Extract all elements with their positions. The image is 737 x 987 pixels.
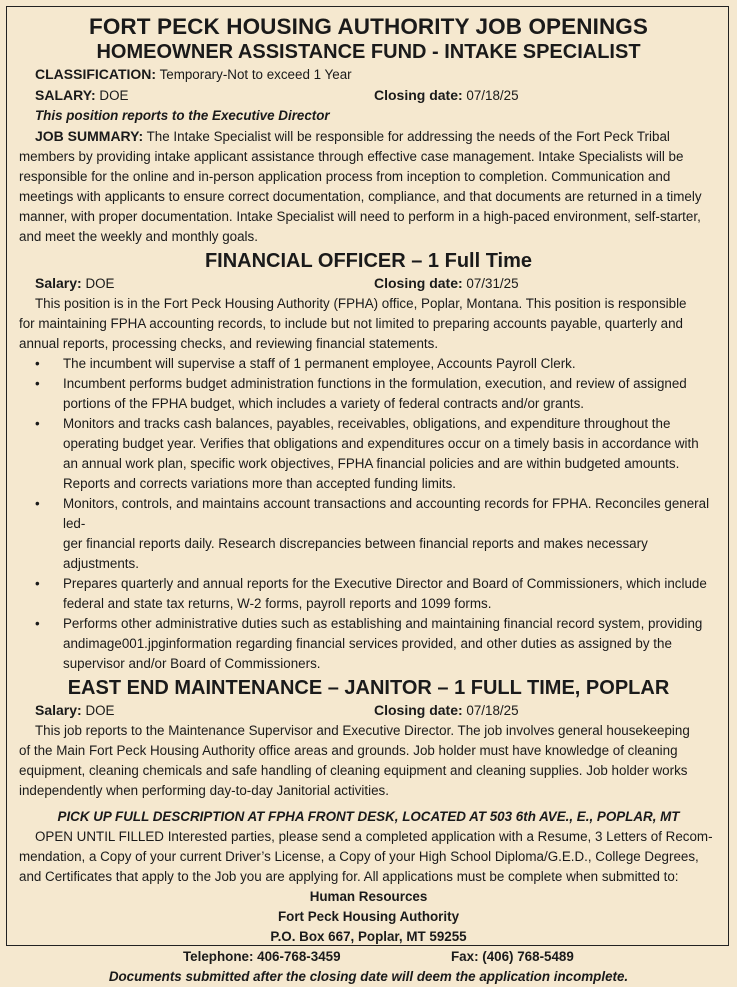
contact-dept: Human Resources <box>309 889 428 904</box>
desc-line: equipment, cleaning chemicals and safe handling of cleaning equipment and cleaning supplies. Job holder works <box>19 763 688 778</box>
section-title-intake-specialist: HOMEOWNER ASSISTANCE FUND - INTAKE SPECIALIST <box>96 41 641 63</box>
closing-value: 07/18/25 <box>466 703 519 718</box>
closing-date <box>374 700 519 721</box>
page-title: FORT PECK HOUSING AUTHORITY JOB OPENINGS <box>88 14 649 39</box>
closing-value: 07/18/25 <box>466 88 519 103</box>
closing-label: Closing date: <box>374 275 463 291</box>
job-summary-line: manner, with proper documentation. Intake Specialist will need to perform in a high-paced environment, self-starter, <box>19 209 701 224</box>
list-item-line: Monitors and tracks cash balances, payables, receivables, obligations, and expenditure throughout the <box>63 416 671 431</box>
closing-date <box>374 273 519 294</box>
salary-value: DOE <box>99 88 129 103</box>
list-item-line: portions of the FPHA budget, which includes a variety of federal contracts and/or grants. <box>63 396 585 411</box>
salary-row <box>19 273 718 294</box>
closing-notice: Documents submitted after the closing date will deem the application incomplete. <box>108 969 629 984</box>
list-item-line: andimage001.jpginformation regarding financial services provided, and other duties as assigned by the <box>63 636 672 651</box>
job-openings-flyer <box>6 6 729 984</box>
list-item-line: Prepares quarterly and annual reports for the Executive Director and Board of Commissioners, which include <box>63 576 707 591</box>
desc-line: This job reports to the Maintenance Supervisor and Executive Director. The job involves general housekeeping <box>35 723 690 738</box>
list-item: • Performs other administrative duties such as establishing and maintaining financial record system, providing andimage001.jpginformation regarding financial services provided, and other duties as assigned by the supervisor and/or Board of Commissioners. <box>19 614 718 674</box>
salary-row <box>19 85 718 106</box>
list-item-line: Performs other administrative duties such as establishing and maintaining financial record system, providing <box>63 616 703 631</box>
list-item-line: Reports and corrects variations more than accepted funding limits. <box>63 476 456 491</box>
job-summary-line: meetings with applicants to ensure correct documentation, compliance, and that documents are returned in a timely <box>19 189 702 204</box>
reports-to: This position reports to the Executive Director <box>35 108 330 123</box>
contact-org: Fort Peck Housing Authority <box>277 909 460 924</box>
job-summary-text: The Intake Specialist will be responsible for addressing the needs of the Fort Peck Tribal <box>146 129 670 144</box>
intro-line: This position is in the Fort Peck Housing Authority (FPHA) office, Poplar, Montana. This position is responsible <box>35 296 687 311</box>
list-item-line: operating budget year. Verifies that obligations and expenditures occur on a timely basis in accordance with <box>63 436 699 451</box>
desc-line: independently when performing day-to-day Janitorial activities. <box>19 783 389 798</box>
list-item-line: supervisor and/or Board of Commissioners. <box>63 656 321 671</box>
list-item: • Monitors and tracks cash balances, payables, receivables, obligations, and expenditure throughout the operating budget year. Verifies that obligations and expenditures occur on a timely basis in accordance with an annual work plan, specific work objectives, FPHA financial policies and are within budgeted amounts. Reports and corrects variations more than accepted funding limits. <box>19 414 718 494</box>
contact-address: P.O. Box 667, Poplar, MT 59255 <box>270 929 467 944</box>
apply-line: OPEN UNTIL FILLED Interested parties, please send a completed application with a Resume, 3 Letters of Recom- <box>35 829 713 844</box>
closing-label: Closing date: <box>374 702 463 718</box>
list-item: • Monitors, controls, and maintains account transactions and accounting records for FPHA. Reconciles general led- ger financial reports daily. Research discrepancies between financial reports and makes necessary adjustments. <box>19 494 718 574</box>
list-item-line: an annual work plan, specific work objectives, FPHA financial policies and are within budgeted amounts. <box>63 456 680 471</box>
salary-value: DOE <box>85 276 115 291</box>
list-item: • The incumbent will supervise a staff of 1 permanent employee, Accounts Payroll Clerk. <box>19 354 718 374</box>
list-item-line: ger financial reports daily. Research discrepancies between financial reports and makes necessary adjustments. <box>63 536 648 571</box>
section-title-janitor: EAST END MAINTENANCE – JANITOR – 1 FULL TIME, POPLAR <box>67 677 670 699</box>
list-item-line: The incumbent will supervise a staff of 1 permanent employee, Accounts Payroll Clerk. <box>63 356 576 371</box>
closing-label: Closing date: <box>374 87 463 103</box>
job-summary-line: and meet the weekly and monthly goals. <box>19 229 258 244</box>
pickup-notice: PICK UP FULL DESCRIPTION AT FPHA FRONT DESK, LOCATED AT 503 6th AVE., E., POPLAR, MT <box>57 809 680 824</box>
intro-line: for maintaining FPHA accounting records, to include but not limited to preparing accounts payable, quarterly and <box>19 316 683 331</box>
apply-line: and Certificates that apply to the Job you are applying for. All applications must be complete when submitted to: <box>19 869 679 884</box>
telephone: Telephone: 406-768-3459 <box>183 949 341 964</box>
classification-value: Temporary-Not to exceed 1 Year <box>159 67 352 82</box>
intro-line: annual reports, processing checks, and reviewing financial statements. <box>19 336 439 351</box>
salary-value: DOE <box>85 703 115 718</box>
list-item-line: Incumbent performs budget administration functions in the formulation, execution, and review of assigned <box>63 376 687 391</box>
salary-label: Salary: <box>35 702 82 718</box>
closing-date <box>374 85 519 106</box>
salary-label: SALARY: <box>35 87 96 103</box>
list-item-line: federal and state tax returns, W-2 forms, payroll reports and 1099 forms. <box>63 596 492 611</box>
salary-label: Salary: <box>35 275 82 291</box>
list-item: • Incumbent performs budget administration functions in the formulation, execution, and review of assigned portions of the FPHA budget, which includes a variety of federal contracts and/or grants. <box>19 374 718 414</box>
job-summary-line: responsible for the online and in-person application process from inception to completion. Communication and <box>19 169 671 184</box>
section-title-financial-officer: FINANCIAL OFFICER – 1 Full Time <box>204 250 533 272</box>
desc-line: of the Main Fort Peck Housing Authority office areas and grounds. Job holder must have knowledge of cleaning <box>19 743 678 758</box>
list-item: • Prepares quarterly and annual reports for the Executive Director and Board of Commissioners, which include federal and state tax returns, W-2 forms, payroll reports and 1099 forms. <box>19 574 718 614</box>
job-summary-line-1 <box>19 126 718 147</box>
classification-label: CLASSIFICATION: <box>35 66 157 82</box>
fax: Fax: (406) 768-5489 <box>451 949 574 964</box>
job-summary-label: JOB SUMMARY: <box>35 128 144 144</box>
contact-phone-row <box>19 947 718 967</box>
duties-list <box>19 354 718 674</box>
list-item-line: Monitors, controls, and maintains account transactions and accounting records for FPHA. Reconciles general led- <box>63 496 710 531</box>
apply-line: mendation, a Copy of your current Driver’s License, a Copy of your High School Diploma/G.E.D., College Degrees, <box>19 849 699 864</box>
closing-value: 07/31/25 <box>466 276 519 291</box>
classification-row <box>19 64 718 85</box>
job-summary-line: members by providing intake applicant assistance through effective case management. Intake Specialists will be <box>19 149 684 164</box>
salary-row <box>19 700 718 721</box>
